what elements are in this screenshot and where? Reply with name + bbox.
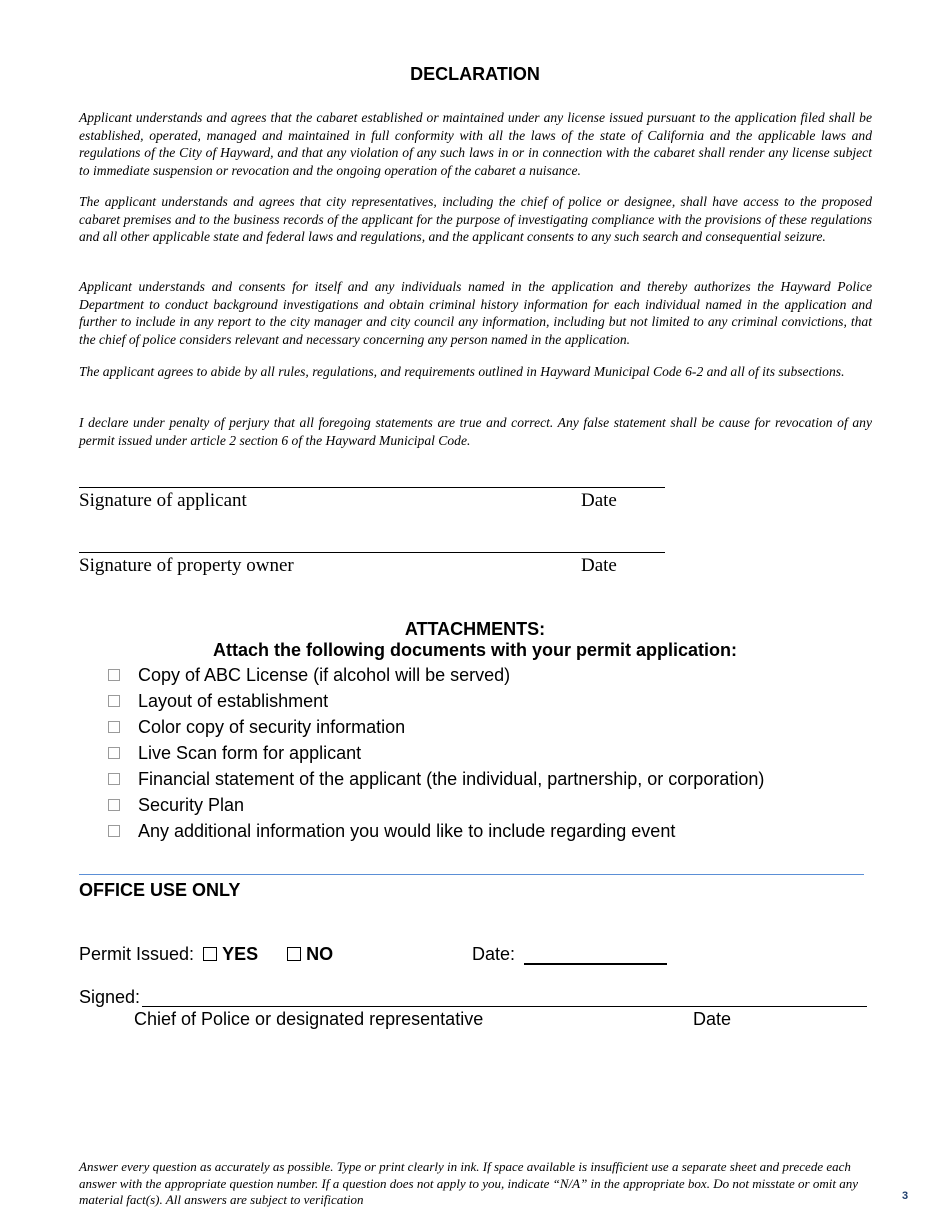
attachment-item-label: Color copy of security information bbox=[138, 716, 406, 737]
declaration-paragraph-4: The applicant agrees to abide by all rules, regulations, and requirements outlined in Hayward Municipal Code 6-2 and all of its subsections. bbox=[79, 364, 845, 379]
declaration-paragraph-3: Applicant understands and consents for itself and any individuals named in the application and thereby authorizes the Hayward Police Department to conduct background investigations and obtain criminal history information for each individual named in the application and further to include in any report to the city manager and city council any information, including but not limited to any criminal convictions, that the chief of police considers relevant and necessary concerning any person named in the application. bbox=[79, 279, 872, 347]
applicant-signature-label: Signature of applicant bbox=[79, 490, 247, 511]
checkbox-icon[interactable] bbox=[108, 773, 120, 785]
attachment-item bbox=[106, 792, 764, 818]
attachment-item-label: Security Plan bbox=[138, 794, 245, 815]
yes-checkbox[interactable] bbox=[203, 947, 217, 961]
permit-issued-label: Permit Issued: bbox=[79, 944, 195, 964]
signed-label: Signed: bbox=[79, 987, 141, 1007]
checkbox-icon[interactable] bbox=[108, 721, 120, 733]
office-use-heading: OFFICE USE ONLY bbox=[79, 880, 241, 900]
page-number: 3 bbox=[902, 1190, 909, 1202]
owner-signature-label: Signature of property owner bbox=[79, 555, 294, 576]
owner-date-label: Date bbox=[581, 555, 617, 576]
owner-signature-line[interactable] bbox=[79, 552, 665, 553]
chief-date-label: Date bbox=[693, 1009, 732, 1029]
attachment-item bbox=[106, 818, 764, 844]
declaration-paragraph-1: Applicant understands and agrees that the cabaret established or maintained under any license issued pursuant to the application filed shall be established, operated, managed and maintained in full conformity with all the laws of the state of California and the applicable laws and regulations of the City of Hayward, and that any violation of any such laws in or in connection with the cabaret shall render any license subject to immediate suspension or revocation and the ongoing operation of the cabaret a nuisance. bbox=[79, 110, 872, 178]
attachment-item-label: Any additional information you would like to include regarding event bbox=[138, 820, 676, 841]
permit-date-row bbox=[472, 944, 667, 965]
attachment-item bbox=[106, 688, 764, 714]
attachments-heading: ATTACHMENTS: bbox=[404, 619, 546, 639]
signed-line[interactable] bbox=[142, 1006, 867, 1007]
attachments-subheading: Attach the following documents with your permit application: bbox=[212, 640, 737, 660]
footer-note: Answer every question as accurately as possible. Type or print clearly in ink. If space available is insufficient use a separate sheet and precede each answer with the appropriate question number. If a question does not apply to you, indicate “N/A” in the appropriate box. Do not misstate or omit any material fact(s). All answers are subject to verification bbox=[79, 1159, 858, 1208]
attachment-item-label: Financial statement of the applicant (the individual, partnership, or corporation) bbox=[138, 768, 765, 789]
applicant-signature-line[interactable] bbox=[79, 487, 665, 488]
permit-date-label: Date: bbox=[472, 944, 516, 964]
declaration-paragraph-5: I declare under penalty of perjury that all foregoing statements are true and correct. Any false statement shall be cause for revocation of any permit issued under article 2 section 6 of the Hayward Municipal Code. bbox=[79, 415, 872, 448]
yes-label: YES bbox=[222, 944, 259, 964]
no-checkbox[interactable] bbox=[287, 947, 301, 961]
no-label: NO bbox=[306, 944, 334, 964]
checkbox-icon[interactable] bbox=[108, 825, 120, 837]
checkbox-icon[interactable] bbox=[108, 669, 120, 681]
attachment-item-label: Layout of establishment bbox=[138, 690, 329, 711]
attachments-list bbox=[106, 662, 764, 844]
declaration-title: DECLARATION bbox=[410, 64, 540, 84]
attachment-item bbox=[106, 766, 764, 792]
attachment-item bbox=[106, 740, 764, 766]
checkbox-icon[interactable] bbox=[108, 695, 120, 707]
chief-label: Chief of Police or designated representative bbox=[134, 1009, 484, 1029]
attachment-item-label: Live Scan form for applicant bbox=[138, 742, 362, 763]
permit-date-field[interactable] bbox=[524, 945, 667, 965]
attachment-item-label: Copy of ABC License (if alcohol will be served) bbox=[138, 664, 511, 685]
checkbox-icon[interactable] bbox=[108, 747, 120, 759]
applicant-date-label: Date bbox=[581, 490, 617, 511]
declaration-paragraph-2: The applicant understands and agrees that city representatives, including the chief of police or designee, shall have access to the proposed cabaret premises and to the business records of the applicant for the purpose of investigating compliance with the provisions of these regulations and all other applicable state and federal laws and regulations, and the applicant consents to any such search and consequential seizure. bbox=[79, 194, 872, 244]
attachment-item bbox=[106, 714, 764, 740]
checkbox-icon[interactable] bbox=[108, 799, 120, 811]
permit-issued-row bbox=[79, 944, 333, 965]
section-divider bbox=[79, 874, 864, 875]
attachment-item bbox=[106, 662, 764, 688]
